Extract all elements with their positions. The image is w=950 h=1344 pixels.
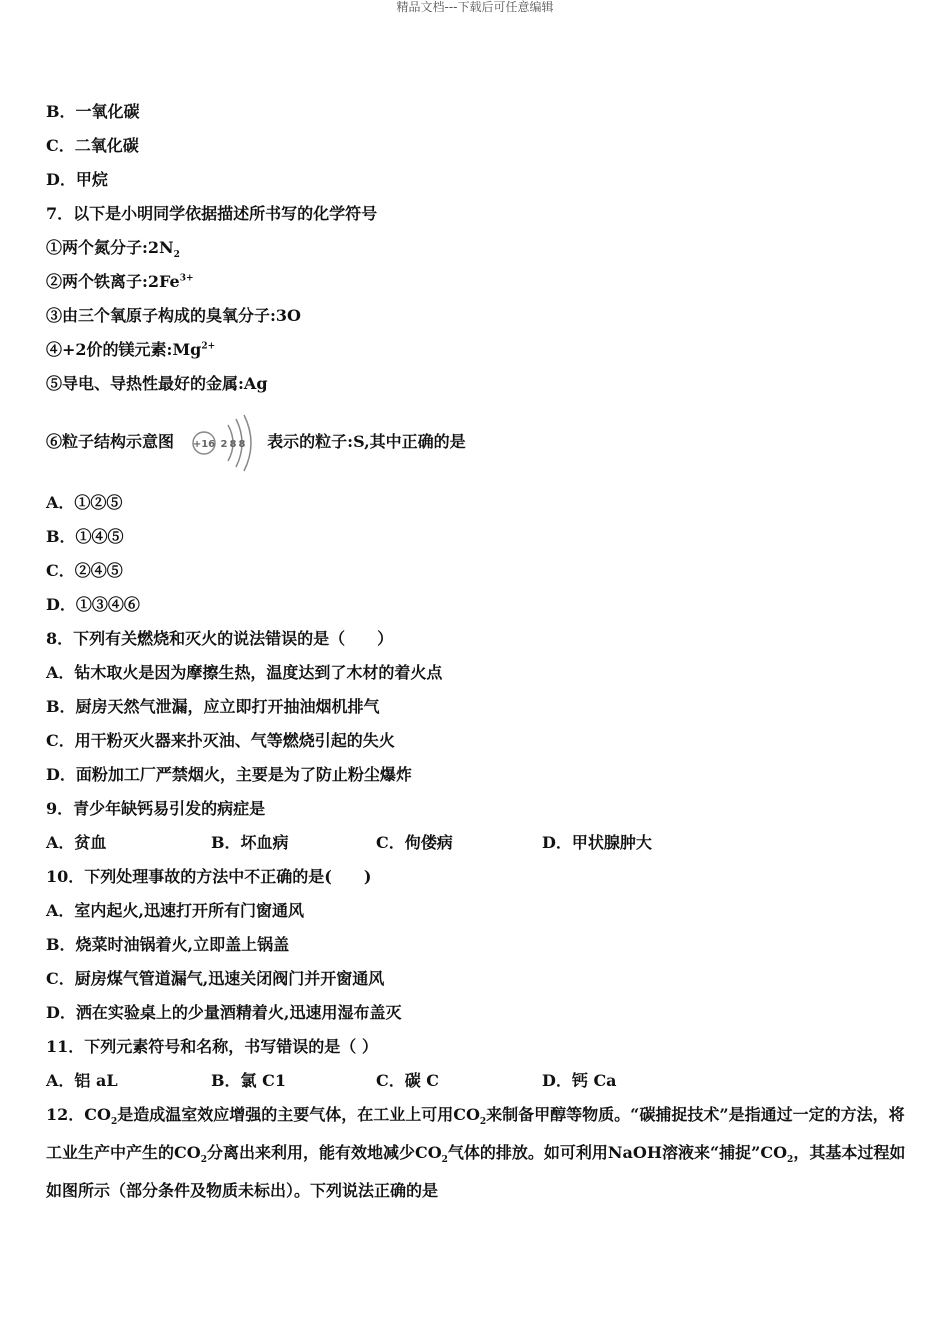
q7-item-4: ④+2价的镁元素$:Mg^{2+}$ bbox=[46, 340, 216, 359]
q10-option-b: B．烧菜时油锅着火,立即盖上锅盖 bbox=[46, 935, 290, 954]
q7-stem: 7．以下是小明同学依据描述所书写的化学符号 bbox=[46, 204, 378, 223]
q8-option-a: A．钻木取火是因为摩擦生热，温度达到了木材的着火点 bbox=[46, 663, 443, 682]
q7-item-2: ②两个铁离子$:2Fe^{3+}$ bbox=[46, 272, 194, 291]
q11-option-c: C．碳 C bbox=[376, 1071, 440, 1090]
q7-item-5: ⑤导电、导热性最好的金属:Ag bbox=[46, 374, 268, 393]
q7-item-1: ①两个氮分子$:2N_2$ bbox=[46, 238, 180, 261]
q11-option-d: D．钙 Ca bbox=[542, 1071, 617, 1090]
q9-stem: 9．青少年缺钙易引发的病症是 bbox=[46, 799, 266, 818]
q10-stem: 10．下列处理事故的方法中不正确的是( ) bbox=[46, 867, 372, 886]
q11-option-a: A．铝 aL bbox=[46, 1071, 118, 1090]
q9-option-a: A．贫血 bbox=[46, 833, 107, 852]
q8-stem: 8．下列有关燃烧和灭火的说法错误的是（ ） bbox=[46, 629, 394, 648]
q7-option-a: A．①②⑤ bbox=[46, 493, 123, 512]
atom-shell-2-label: 8 bbox=[229, 438, 237, 450]
q8-option-b: B．厨房天然气泄漏，应立即打开抽油烟机排气 bbox=[46, 697, 380, 716]
q10-option-d: D．洒在实验桌上的少量酒精着火,迅速用湿布盖灭 bbox=[46, 1003, 402, 1022]
page-header: 精品文档---下载后可任意编辑 bbox=[396, 0, 554, 14]
atom-structure-diagram bbox=[186, 413, 258, 473]
q8-option-c: C．用干粉灭火器来扑灭油、气等燃烧引起的失火 bbox=[46, 731, 395, 750]
atom-shell-3-label: 8 bbox=[238, 438, 246, 450]
q11-stem: 11．下列元素符号和名称，书写错误的是（ ） bbox=[46, 1037, 378, 1056]
q6-option-c: C．二氧化碳 bbox=[46, 136, 139, 155]
q10-option-c: C．厨房煤气管道漏气,迅速关闭阀门并开窗通风 bbox=[46, 969, 385, 988]
q7-option-b: B．①④⑤ bbox=[46, 527, 124, 546]
q11-option-b: B．氯 C1 bbox=[211, 1071, 286, 1090]
q7-item-3: ③由三个氧原子构成的臭氧分子:3O bbox=[46, 306, 301, 325]
q7-item-6: ⑥粒子结构示意图 +16 2 8 8 表示的粒子:S,其中正确的是 bbox=[46, 412, 466, 473]
q7-option-c: C．②④⑤ bbox=[46, 561, 123, 580]
q12-paragraph: 12．$CO_2$是造成温室效应增强的主要气体，在工业上可用$CO_2$来制备甲醇等物质。“碳捕捉技术”是指通过一定的方法，将工业生产中产生的$CO_2$分离出来利用，能有效地减少$CO_2$气体的排放。如可利用NaOH溶液来“捕捉$”CO_2$，其基本过程如如图所示（部分条件及物质未标出）。下列说法正确的是 bbox=[46, 1105, 906, 1200]
q6-option-d: D．甲烷 bbox=[46, 170, 108, 189]
q9-option-c: C．佝偻病 bbox=[376, 833, 453, 852]
q8-option-d: D．面粉加工厂严禁烟火，主要是为了防止粉尘爆炸 bbox=[46, 765, 412, 784]
q7-option-d: D．①③④⑥ bbox=[46, 595, 140, 614]
atom-nucleus-label: +16 bbox=[192, 438, 215, 450]
q9-option-d: D．甲状腺肿大 bbox=[542, 833, 652, 852]
atom-shell-1-label: 2 bbox=[220, 438, 228, 450]
q9-option-b: B．坏血病 bbox=[211, 833, 289, 852]
q10-option-a: A．室内起火,迅速打开所有门窗通风 bbox=[46, 901, 304, 920]
q6-option-b: B．一氧化碳 bbox=[46, 102, 140, 121]
